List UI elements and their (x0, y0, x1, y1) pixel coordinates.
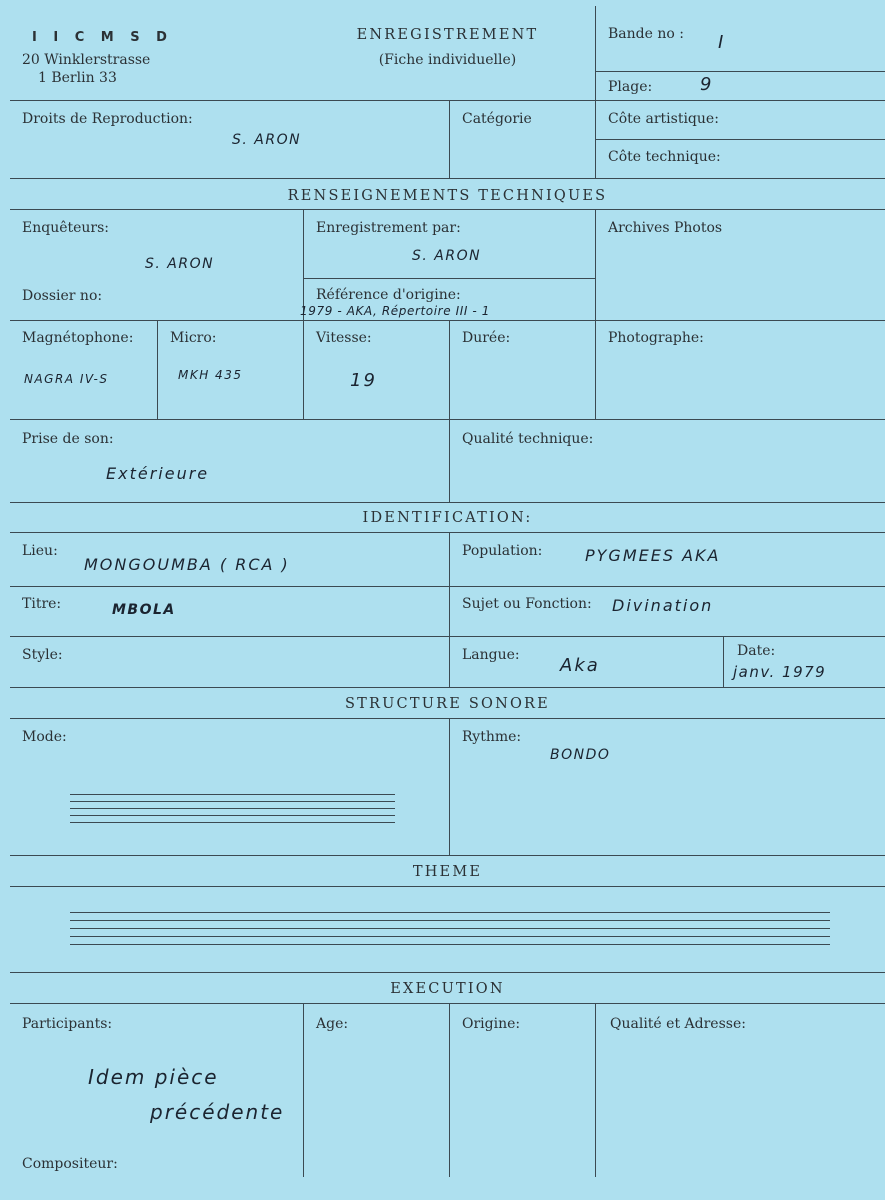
staff-line (70, 920, 830, 921)
date-label: Date: (737, 643, 776, 659)
divider (10, 1003, 885, 1004)
qualite-technique-label: Qualité technique: (462, 431, 594, 447)
divider (10, 687, 885, 688)
langue-label: Langue: (462, 647, 520, 663)
divider (595, 6, 596, 178)
participants-label: Participants: (22, 1016, 113, 1032)
mode-label: Mode: (22, 729, 67, 745)
divider (10, 855, 885, 856)
divider (157, 320, 158, 419)
divider (10, 532, 885, 533)
section-title-identification: IDENTIFICATION: (362, 510, 533, 526)
sujet-label: Sujet ou Fonction: (462, 596, 592, 612)
divider (10, 178, 885, 179)
rythme-label: Rythme: (462, 729, 522, 745)
participants-value-line1[interactable]: Idem pièce (88, 1065, 219, 1089)
compositeur-label: Compositeur: (22, 1156, 118, 1172)
divider (449, 718, 450, 855)
divider (10, 100, 885, 101)
magnetophone-value[interactable]: NAGRA IV-S (24, 372, 109, 386)
dossier-label: Dossier no: (22, 288, 103, 304)
divider (303, 278, 595, 279)
divider (10, 718, 885, 719)
divider (10, 886, 885, 887)
divider (10, 586, 885, 587)
divider (10, 972, 885, 973)
bande-label: Bande no : (608, 26, 684, 42)
prise-de-son-value[interactable]: Extérieure (106, 464, 210, 483)
form-title: ENREGISTREMENT (356, 27, 539, 43)
cote-technique-label: Côte technique: (608, 149, 721, 165)
divider (449, 100, 450, 178)
droits-value[interactable]: S. ARON (232, 132, 302, 148)
divider (595, 1003, 596, 1177)
divider (10, 636, 885, 637)
divider (449, 1003, 450, 1177)
staff-line (70, 822, 395, 823)
section-title-theme: THEME (412, 864, 483, 880)
reference-label: Référence d'origine: (316, 287, 461, 303)
origine-label: Origine: (462, 1016, 521, 1032)
vitesse-label: Vitesse: (316, 330, 372, 346)
address-line-2: 1 Berlin 33 (38, 70, 117, 86)
staff-line (70, 801, 395, 802)
staff-line (70, 944, 830, 945)
photographe-label: Photographe: (608, 330, 704, 346)
lieu-value[interactable]: MONGOUMBA ( RCA ) (84, 555, 290, 574)
address-line-1: 20 Winklerstrasse (22, 52, 151, 68)
micro-label: Micro: (170, 330, 217, 346)
form-subtitle: (Fiche individuelle) (378, 52, 517, 68)
plage-label: Plage: (608, 79, 653, 95)
prise-de-son-label: Prise de son: (22, 431, 114, 447)
org-acronym: I I C M S D (32, 30, 173, 45)
section-title-structure: STRUCTURE SONORE (345, 696, 550, 712)
population-value[interactable]: PYGMEES AKA (585, 546, 721, 565)
section-title-execution: EXECUTION (390, 981, 505, 997)
categorie-label: Catégorie (462, 111, 532, 127)
staff-line (70, 815, 395, 816)
style-label: Style: (22, 647, 63, 663)
cote-artistique-label: Côte artistique: (608, 111, 719, 127)
titre-label: Titre: (22, 596, 62, 612)
enregistrement-par-value[interactable]: S. ARON (412, 248, 482, 264)
date-value[interactable]: janv. 1979 (733, 663, 827, 681)
population-label: Population: (462, 543, 543, 559)
divider (449, 320, 450, 502)
sujet-value[interactable]: Divination (612, 596, 714, 615)
staff-line (70, 808, 395, 809)
divider (303, 1003, 304, 1177)
enregistrement-par-label: Enregistrement par: (316, 220, 461, 236)
enqueteurs-value[interactable]: S. ARON (145, 256, 215, 272)
divider (595, 209, 596, 419)
divider (723, 636, 724, 687)
plage-value[interactable]: 9 (700, 74, 714, 95)
divider (10, 209, 885, 210)
participants-value-line2[interactable]: précédente (150, 1100, 285, 1124)
age-label: Age: (316, 1016, 349, 1032)
vitesse-value[interactable]: 19 (350, 370, 377, 391)
staff-line (70, 936, 830, 937)
divider (10, 320, 885, 321)
divider (10, 419, 885, 420)
staff-line (70, 928, 830, 929)
langue-value[interactable]: Aka (560, 655, 600, 676)
enqueteurs-label: Enquêteurs: (22, 220, 110, 236)
divider (595, 139, 885, 140)
divider (10, 502, 885, 503)
droits-label: Droits de Reproduction: (22, 111, 193, 127)
titre-value[interactable]: MBOLA (112, 602, 176, 618)
qualite-adresse-label: Qualité et Adresse: (610, 1016, 746, 1032)
micro-value[interactable]: MKH 435 (178, 368, 243, 382)
staff-line (70, 794, 395, 795)
divider (449, 532, 450, 687)
staff-line (70, 912, 830, 913)
duree-label: Durée: (462, 330, 511, 346)
section-title-technical: RENSEIGNEMENTS TECHNIQUES (287, 188, 608, 204)
divider (595, 71, 885, 72)
bande-value[interactable]: I (718, 32, 726, 53)
rythme-value[interactable]: BONDO (550, 747, 611, 763)
magnetophone-label: Magnétophone: (22, 330, 134, 346)
archives-photos-label: Archives Photos (608, 220, 723, 236)
lieu-label: Lieu: (22, 543, 58, 559)
reference-value[interactable]: 1979 - AKA, Répertoire III - 1 (300, 304, 491, 318)
